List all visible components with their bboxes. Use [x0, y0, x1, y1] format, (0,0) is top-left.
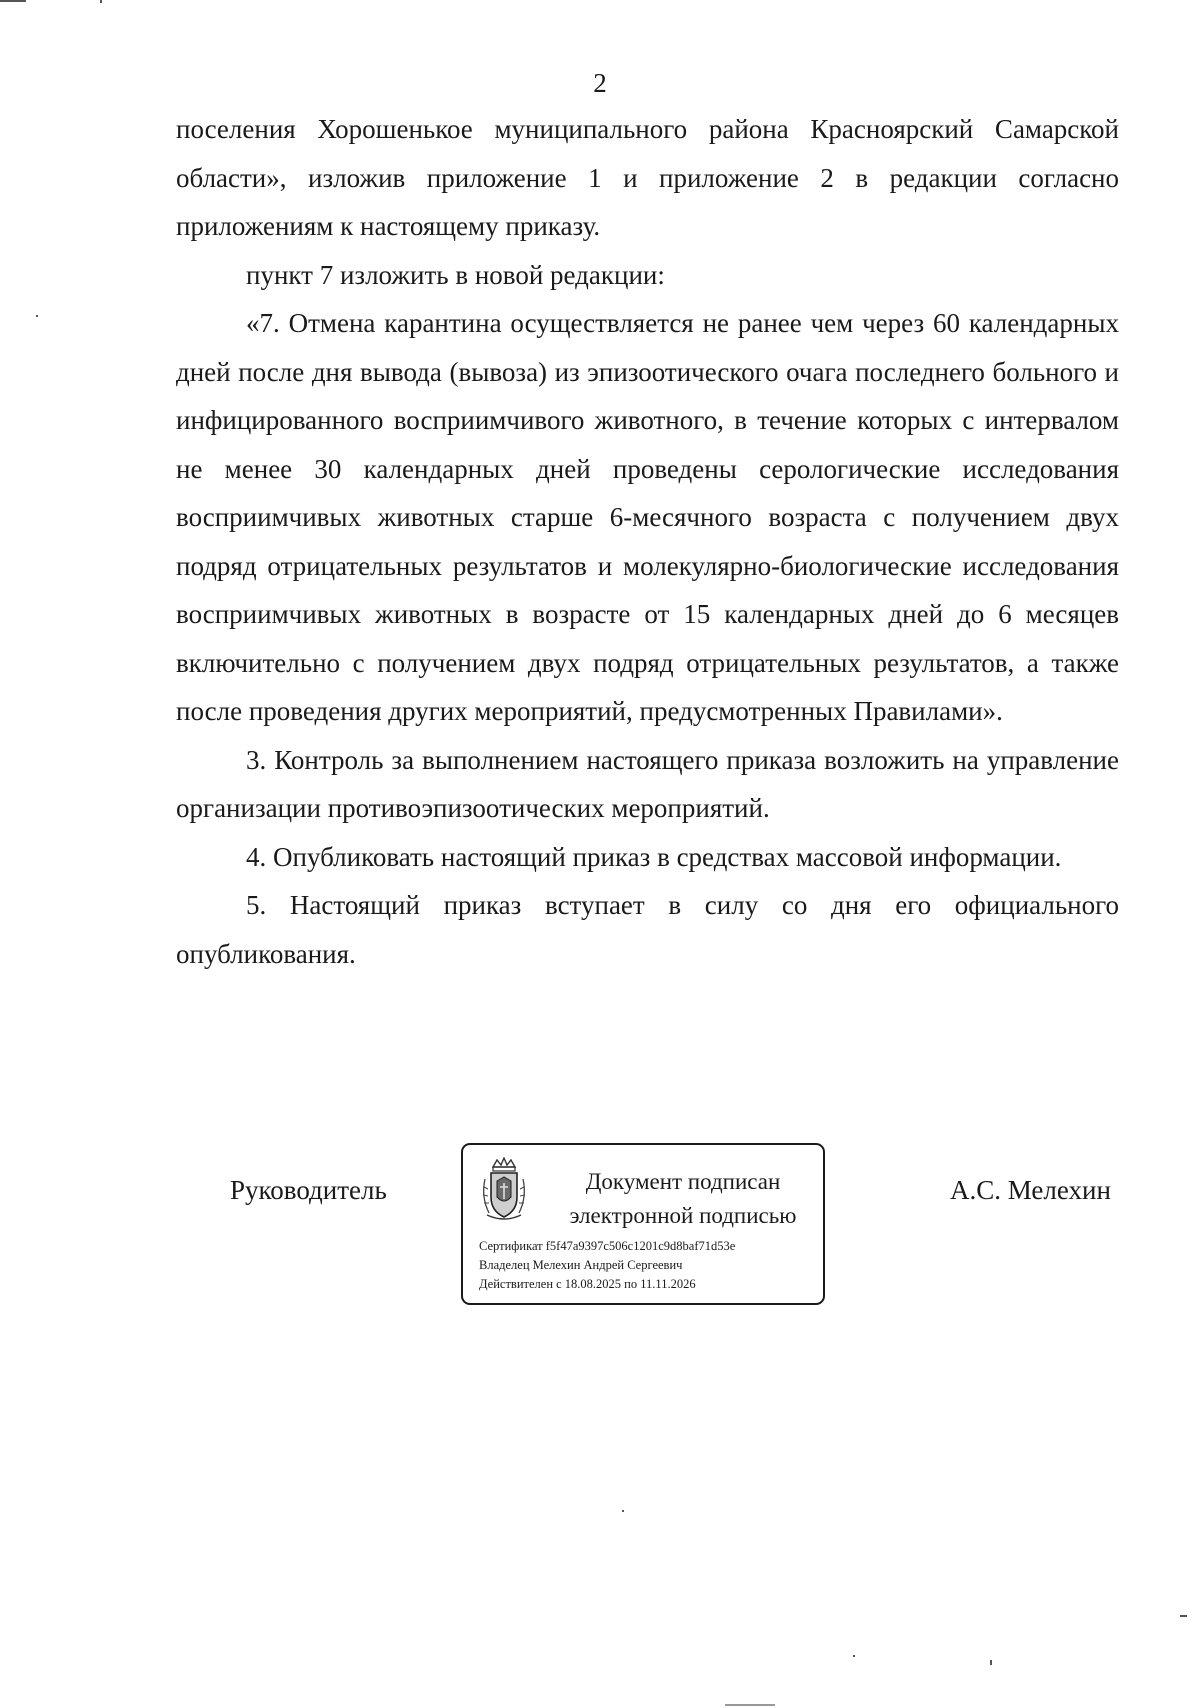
stamp-heading-line1: Документ подписан	[585, 1169, 781, 1194]
stamp-details	[479, 1237, 735, 1294]
paragraph-point7-text: «7. Отмена карантина осуществляется не ранее чем через 60 календарных дней после дня вывода (вывоза) из эпизоотического очага последнего больного и инфицированного восприимчивого животного, в течение которых с интервалом не менее 30 календарных дней проведены серологические исследования восприимчивых животных старше 6-месячного возраста с получением двух подряд отрицательных результатов и молекулярно-биологические исследования восприимчивых животных в возрасте от 15 календарных дней до 6 месяцев включительно с получением двух подряд отрицательных результатов, а также после проведения других мероприятий, предусмотренных Правилами».	[176, 308, 1119, 726]
scan-artifact	[100, 0, 102, 3]
paragraph-item-5: 5. Настоящий приказ вступает в силу со дня его официального опубликования.	[176, 890, 1119, 969]
document-body	[176, 105, 1119, 978]
signature-block	[0, 1143, 1200, 1313]
stamp-certificate: Сертификат f5f47a9397c506c1201c9d8baf71d53e	[479, 1239, 736, 1253]
scan-artifact	[725, 1704, 775, 1706]
coat-of-arms-icon	[479, 1157, 529, 1223]
stamp-heading	[553, 1165, 813, 1233]
signatory-name: А.С. Мелехин	[950, 1175, 1111, 1205]
paragraph-continuation: поселения Хорошенькое муниципального района Красноярский Самарской области», изложив приложение 1 и приложение 2 в редакции согласно приложениям к настоящему приказу.	[176, 114, 1119, 241]
stamp-heading-line2: электронной подписью	[569, 1203, 797, 1228]
scan-artifact	[990, 1660, 992, 1665]
scan-artifact	[622, 1510, 624, 1512]
signatory-position: Руководитель	[230, 1175, 387, 1205]
electronic-signature-stamp	[461, 1143, 825, 1305]
paragraph-item-4: 4. Опубликовать настоящий приказ в средствах массовой информации.	[246, 841, 1062, 872]
scan-artifact	[853, 1655, 855, 1657]
paragraph-point7-intro: пункт 7 изложить в новой редакции:	[246, 259, 665, 290]
scan-artifact	[0, 0, 26, 2]
page-number: 2	[593, 68, 607, 98]
scan-artifact	[36, 315, 38, 317]
stamp-validity: Действителен с 18.08.2025 по 11.11.2026	[479, 1277, 696, 1291]
paragraph-item-3: 3. Контроль за выполнением настоящего приказа возложить на управление организации противоэпизоотических мероприятий.	[176, 744, 1119, 823]
scan-artifact	[1180, 1615, 1187, 1617]
stamp-owner: Владелец Мелехин Андрей Сергеевич	[479, 1258, 683, 1272]
